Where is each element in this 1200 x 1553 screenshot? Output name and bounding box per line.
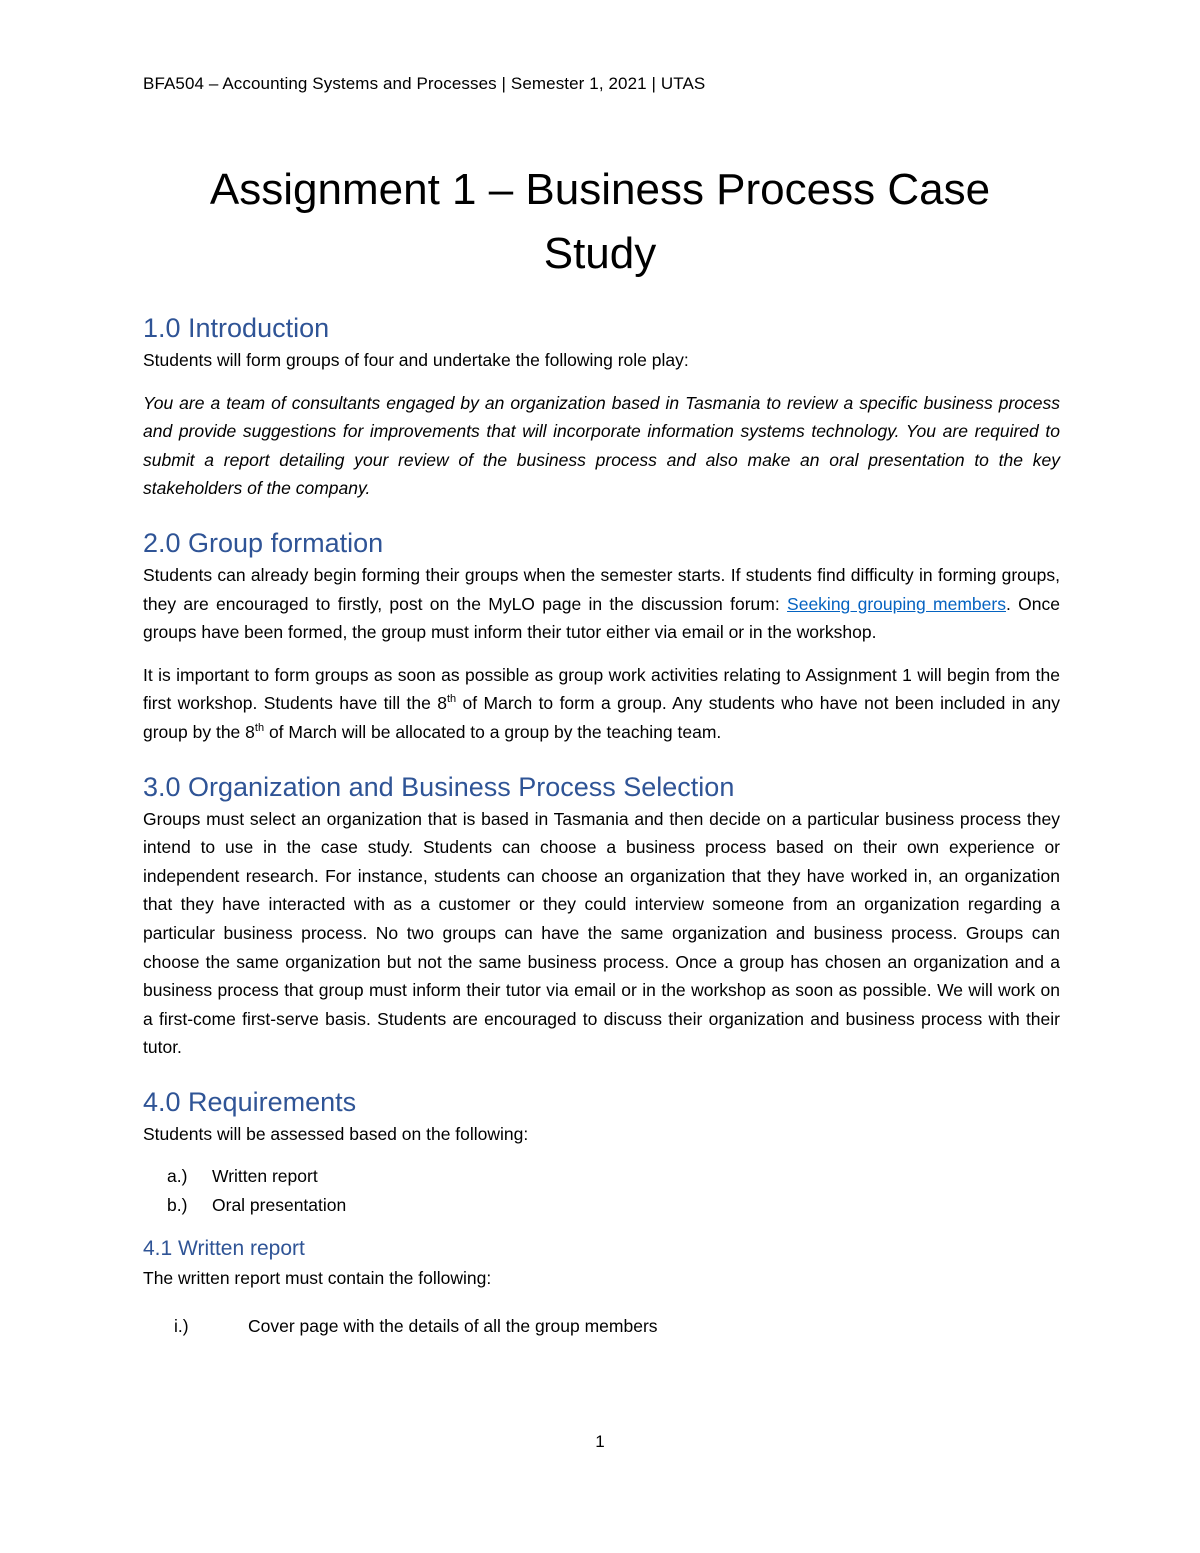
group-deadline-text-c: of March will be allocated to a group by the teaching team.: [264, 721, 722, 742]
document-title: [150, 158, 1050, 286]
list-item-text: Oral presentation: [212, 1195, 347, 1216]
intro-lead-paragraph: Students will form groups of four and undertake the following role play:: [143, 350, 689, 370]
requirements-lead-paragraph: Students will be assessed based on the following:: [143, 1123, 529, 1144]
list-marker: i.): [174, 1316, 189, 1337]
document-title-line-1: Assignment 1 – Business Process Case: [209, 165, 991, 214]
running-header: BFA504 – Accounting Systems and Processes | Semester 1, 2021 | UTAS: [143, 74, 706, 93]
group-formation-paragraph-1: [143, 561, 1060, 647]
section-heading-group-formation: 2.0 Group formation: [143, 527, 384, 558]
ordinal-suffix: th: [254, 722, 265, 735]
page-number: 1: [595, 1432, 605, 1451]
group-deadline-text-b: of March to form a group. Any students who have not been included in any group by the 8: [143, 693, 1060, 742]
document-title-line-2: Study: [543, 229, 657, 278]
group-formation-paragraph-2: [143, 661, 1060, 747]
group-formation-text-a: Students can already begin forming their groups when the semester starts. If students find difficulty in forming groups, they are encouraged to firstly, post on the MyLO page in the discussion forum:: [143, 564, 1060, 614]
written-report-list: [143, 1312, 1060, 1341]
section-heading-requirements: 4.0 Requirements: [143, 1086, 357, 1117]
list-item-text: Written report: [212, 1166, 318, 1187]
selection-paragraph: Groups must select an organization that is based in Tasmania and then decide on a particular business process they intend to use in the case study. Students can choose a business process based on their own experience or independent research. For instance, students can choose an organization that they have worked in, an organization that they have interacted with as a customer or they could interview someone from an organization regarding a particular business process. No two groups can have the same organization and business process. Groups can choose the same organization but not the same business process. Once a group has chosen an organization and a business process that group must inform their tutor via email or in the workshop as soon as possible. We will work on a first-come first-serve basis. Students are encouraged to discuss their organization and business process with their tutor.: [143, 808, 1060, 1058]
list-item-text: Cover page with the details of all the group members: [248, 1316, 658, 1337]
section-heading-introduction: 1.0 Introduction: [143, 313, 330, 343]
assessment-list: [143, 1162, 1060, 1219]
list-item: [143, 1191, 1060, 1220]
seeking-grouping-members-link[interactable]: Seeking grouping members: [787, 593, 1006, 614]
ordinal-suffix: th: [446, 693, 457, 706]
subsection-heading-written-report: 4.1 Written report: [143, 1236, 305, 1260]
section-heading-selection: 3.0 Organization and Business Process Selection: [143, 771, 735, 802]
group-formation-text-b: . Once groups have been formed, the group must inform their tutor either via email or in the workshop.: [143, 593, 1060, 643]
list-marker: a.): [167, 1166, 188, 1187]
list-item: [143, 1312, 1060, 1341]
list-marker: b.): [167, 1195, 188, 1216]
role-play-scenario: You are a team of consultants engaged by an organization based in Tasmania to review a specific business process and provide suggestions for improvements that will incorporate information systems technology. You are required to submit a report detailing your review of the business process and also make an oral presentation to the key stakeholders of the company.: [143, 392, 1060, 499]
list-item: [143, 1162, 1060, 1191]
group-deadline-text-a: It is important to form groups as soon as possible as group work activities relating to Assignment 1 will begin from the first workshop. Students have till the 8: [143, 664, 1060, 714]
written-report-lead-paragraph: The written report must contain the following:: [143, 1267, 492, 1288]
document-body: [143, 310, 1060, 1341]
